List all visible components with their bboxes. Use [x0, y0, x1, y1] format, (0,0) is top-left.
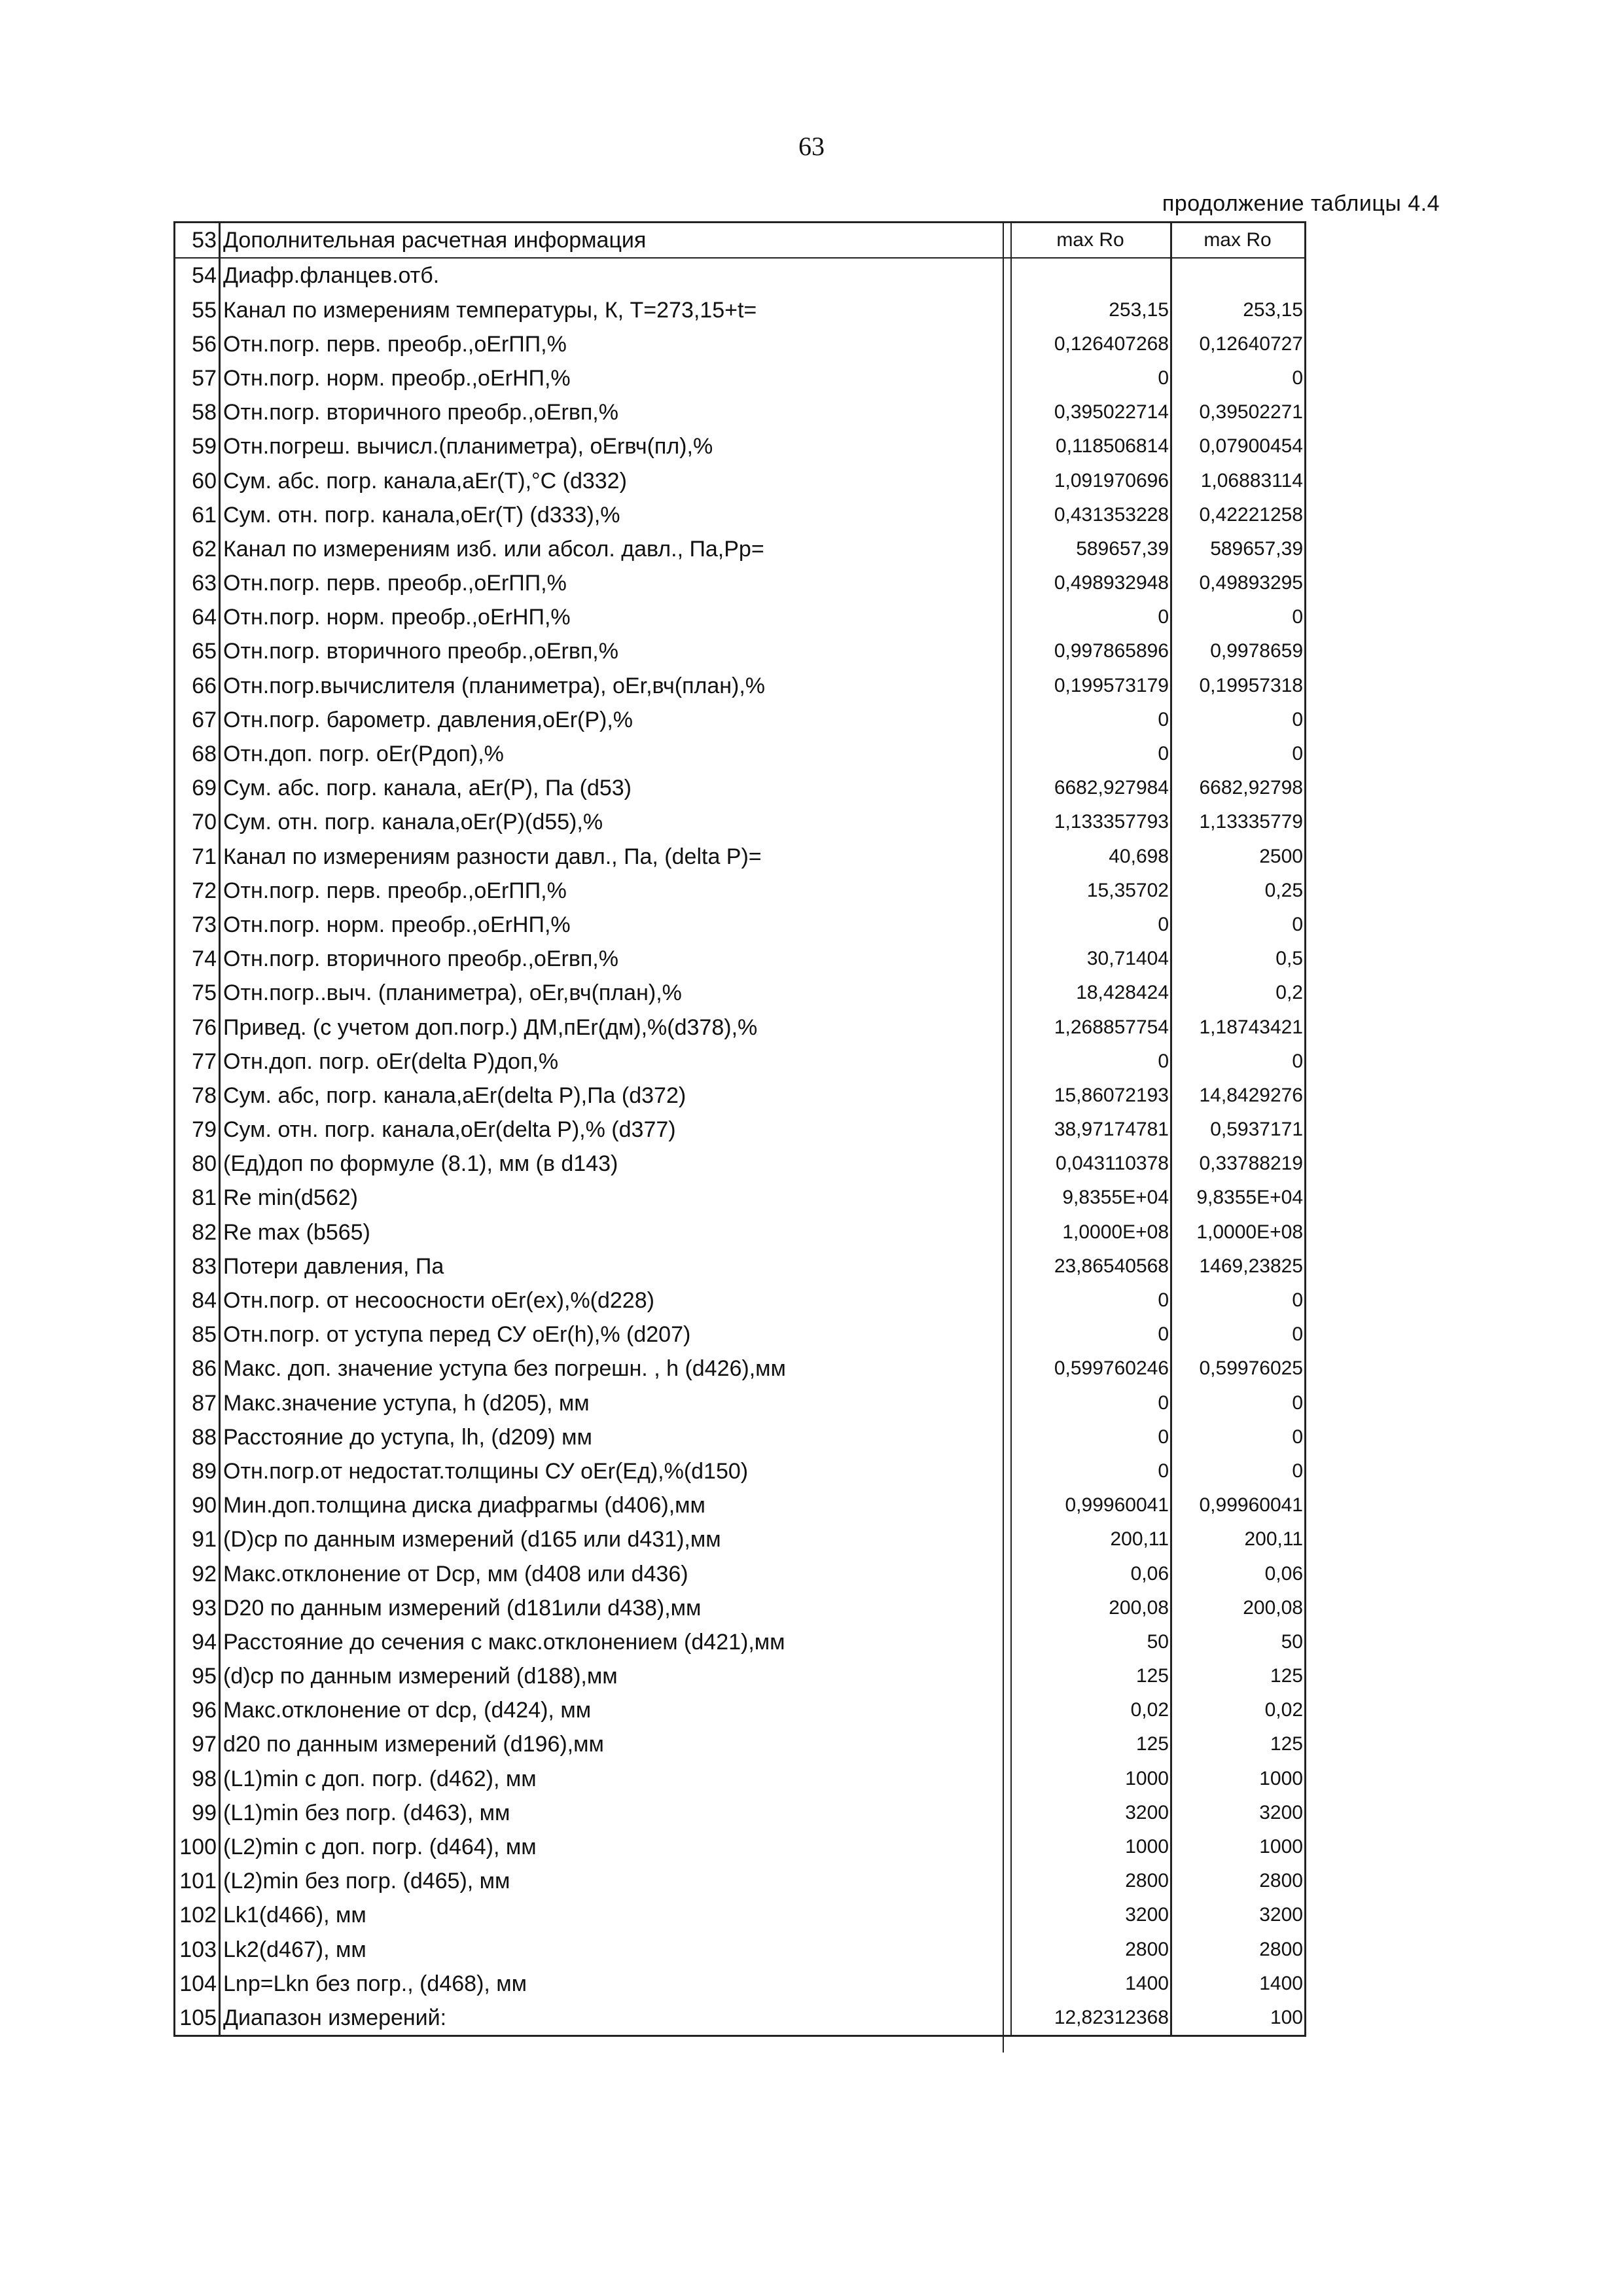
- table-row: [175, 1045, 1306, 1079]
- value-col1: 18,428424: [1011, 976, 1171, 1010]
- header-col1: max Ro: [1011, 223, 1171, 259]
- table-row: [175, 1352, 1306, 1386]
- row-label: Макс.значение уступа, h (d205), мм: [223, 1390, 590, 1416]
- table-row: [175, 566, 1306, 600]
- row-label: Отн.погр. норм. преобр.,оЕrНП,%: [223, 912, 571, 937]
- table-row: [175, 1522, 1306, 1556]
- row-label: Lnp=Lkn без погр., (d468), мм: [223, 1971, 527, 1996]
- row-label: (L2)min с доп. погр. (d464), мм: [223, 1835, 537, 1859]
- row-number: 88: [175, 1420, 220, 1454]
- table-row: [175, 976, 1306, 1010]
- row-number: 103: [175, 1932, 220, 1966]
- row-number: 61: [175, 498, 220, 532]
- value-col2: 1,0000E+08: [1171, 1215, 1306, 1249]
- row-label: Lk2(d467), мм: [223, 1937, 366, 1962]
- value-col2: [1171, 258, 1306, 293]
- value-col1: 0: [1011, 361, 1171, 395]
- row-label: Макс. доп. значение уступа без погрешн. , h (d426),мм: [223, 1356, 786, 1382]
- value-col1: 0,043110378: [1011, 1147, 1171, 1181]
- row-label: Отн.погр. норм. преобр.,оЕrНП,%: [223, 605, 571, 630]
- table-row: [175, 1830, 1306, 1864]
- table-row: [175, 1147, 1306, 1181]
- row-number: 87: [175, 1386, 220, 1420]
- row-number: 99: [175, 1796, 220, 1830]
- row-label: Отн.погр. вторичного преобр.,оЕrвп,%: [223, 639, 618, 664]
- value-col1: 0: [1011, 1283, 1171, 1318]
- value-col1: 38,97174781: [1011, 1113, 1171, 1147]
- table-continuation-caption: продолжение таблицы 4.4: [1162, 191, 1440, 216]
- value-col1: 0,395022714: [1011, 395, 1171, 429]
- value-col2: 1400: [1171, 1967, 1306, 2001]
- row-number: 53: [175, 223, 220, 259]
- row-label: Диафр.фланцев.отб.: [223, 263, 440, 289]
- value-col1: 0,06: [1011, 1556, 1171, 1590]
- header-col2: max Ro: [1171, 223, 1306, 259]
- value-col1: 1000: [1011, 1761, 1171, 1795]
- row-label: Отн.погр. перв. преобр.,оЕrПП,%: [223, 331, 567, 357]
- row-number: 80: [175, 1147, 220, 1181]
- row-number: 59: [175, 429, 220, 463]
- value-col1: 1400: [1011, 1967, 1171, 2001]
- table-row: [175, 1625, 1306, 1659]
- value-col2: 1,13335779: [1171, 805, 1306, 839]
- value-col1: 2800: [1011, 1864, 1171, 1898]
- value-col2: 0: [1171, 1045, 1306, 1079]
- row-number: 57: [175, 361, 220, 395]
- row-number: 82: [175, 1215, 220, 1249]
- table-row: [175, 1249, 1306, 1283]
- table-row: [175, 668, 1306, 702]
- row-label: Расстояние до уступа, lh, (d209) мм: [223, 1424, 592, 1450]
- row-number: 97: [175, 1727, 220, 1761]
- row-number: 84: [175, 1283, 220, 1318]
- row-number: 98: [175, 1761, 220, 1795]
- row-number: 104: [175, 1967, 220, 2001]
- row-label: Отн.погр.от недостат.толщины СУ оЕr(Eд),%(d150): [223, 1458, 749, 1484]
- value-col2: 0,42221258: [1171, 498, 1306, 532]
- row-number: 69: [175, 771, 220, 805]
- row-number: 92: [175, 1556, 220, 1590]
- value-col1: 30,71404: [1011, 942, 1171, 976]
- value-col2: 0: [1171, 1454, 1306, 1488]
- table-row: [175, 1659, 1306, 1693]
- row-number: 78: [175, 1079, 220, 1113]
- value-col2: 3200: [1171, 1898, 1306, 1932]
- table-row: [175, 1898, 1306, 1932]
- value-col2: 0,25: [1171, 874, 1306, 908]
- row-label: Отн.погр. вторичного преобр.,оЕrвп,%: [223, 946, 618, 972]
- value-col1: 0: [1011, 737, 1171, 771]
- table-row: [175, 327, 1306, 361]
- table-row: [175, 2001, 1306, 2036]
- value-col1: 23,86540568: [1011, 1249, 1171, 1283]
- value-col2: 3200: [1171, 1796, 1306, 1830]
- table-row: [175, 805, 1306, 839]
- value-col2: 0,49893295: [1171, 566, 1306, 600]
- value-col2: 0: [1171, 908, 1306, 942]
- value-col1: 0,02: [1011, 1693, 1171, 1727]
- row-label: Сум. абс. погр. канала,aЕr(T),°C (d332): [223, 468, 627, 493]
- table-row: [175, 1215, 1306, 1249]
- row-label: Мин.доп.толщина диска диафрагмы (d406),мм: [223, 1493, 705, 1518]
- row-number: 56: [175, 327, 220, 361]
- row-label: Сум. отн. погр. канала,оЕr(P)(d55),%: [223, 810, 603, 835]
- table-row: [175, 839, 1306, 873]
- value-col1: 0: [1011, 1454, 1171, 1488]
- row-number: 63: [175, 566, 220, 600]
- table-row: [175, 600, 1306, 634]
- row-label: Отн.доп. погр. оЕr(delta P)доп,%: [223, 1049, 559, 1074]
- value-col2: 0,39502271: [1171, 395, 1306, 429]
- row-number: 81: [175, 1181, 220, 1215]
- row-label: Отн.погр. перв. преобр.,оЕrПП,%: [223, 878, 567, 903]
- table-row: [175, 1864, 1306, 1898]
- value-col2: 0,06: [1171, 1556, 1306, 1590]
- value-col2: 253,15: [1171, 293, 1306, 327]
- value-col2: 0: [1171, 737, 1306, 771]
- value-col1: 50: [1011, 1625, 1171, 1659]
- table-header-row: [175, 223, 1306, 259]
- value-col2: 0,59976025: [1171, 1352, 1306, 1386]
- row-number: 86: [175, 1352, 220, 1386]
- table-row: [175, 1488, 1306, 1522]
- value-col2: 2800: [1171, 1864, 1306, 1898]
- table-row: [175, 1556, 1306, 1590]
- table-row: [175, 1454, 1306, 1488]
- row-label: Канал по измерениям температуры, К, T=273,15+t=: [223, 297, 757, 323]
- value-col2: 1,06883114: [1171, 463, 1306, 497]
- table-row: [175, 361, 1306, 395]
- row-number: 101: [175, 1864, 220, 1898]
- row-number: 85: [175, 1318, 220, 1352]
- value-col1: 589657,39: [1011, 532, 1171, 566]
- value-col2: 0,5: [1171, 942, 1306, 976]
- value-col1: 200,08: [1011, 1591, 1171, 1625]
- value-col2: 0: [1171, 600, 1306, 634]
- value-col1: 2800: [1011, 1932, 1171, 1966]
- row-label: D20 по данным измерений (d181или d438),мм: [223, 1595, 702, 1621]
- row-number: 93: [175, 1591, 220, 1625]
- row-number: 62: [175, 532, 220, 566]
- table-row: [175, 1386, 1306, 1420]
- row-number: 54: [175, 258, 220, 293]
- table-row: [175, 1967, 1306, 2001]
- value-col1: 1,0000E+08: [1011, 1215, 1171, 1249]
- row-label: Отн.погр. от несоосности оЕr(ex),%(d228): [223, 1288, 654, 1313]
- row-number: 66: [175, 668, 220, 702]
- table-row: [175, 737, 1306, 771]
- value-col1: 125: [1011, 1727, 1171, 1761]
- table-row: [175, 293, 1306, 327]
- value-col1: 0: [1011, 1386, 1171, 1420]
- value-col1: 3200: [1011, 1898, 1171, 1932]
- row-label: Отн.погр.вычислителя (планиметра), оЕr,вч(план),%: [223, 673, 766, 698]
- table-row: [175, 1761, 1306, 1795]
- value-col2: 0,07900454: [1171, 429, 1306, 463]
- row-label: Сум. абс. погр. канала, aЕr(P), Па (d53): [223, 776, 632, 801]
- value-col2: 125: [1171, 1727, 1306, 1761]
- row-number: 70: [175, 805, 220, 839]
- row-label: Отн.погр. перв. преобр.,оЕrПП,%: [223, 571, 567, 596]
- row-number: 90: [175, 1488, 220, 1522]
- table-row: [175, 1010, 1306, 1044]
- table-row: [175, 1693, 1306, 1727]
- value-col2: 1469,23825: [1171, 1249, 1306, 1283]
- row-label: Канал по измерениям разности давл., Па, (delta P)=: [223, 844, 762, 869]
- value-col2: 125: [1171, 1659, 1306, 1693]
- column-divider: [1003, 221, 1004, 2053]
- table-row: [175, 1727, 1306, 1761]
- value-col2: 0: [1171, 1386, 1306, 1420]
- value-col2: 100: [1171, 2001, 1306, 2036]
- value-col1: 0: [1011, 600, 1171, 634]
- value-col2: 50: [1171, 1625, 1306, 1659]
- value-col1: 40,698: [1011, 839, 1171, 873]
- row-label: Отн.погр. норм. преобр.,оЕrНП,%: [223, 365, 571, 391]
- value-col2: 0,19957318: [1171, 668, 1306, 702]
- row-label: Отн.погреш. вычисл.(планиметра), оЕrвч(пл),%: [223, 434, 713, 459]
- value-col2: 2800: [1171, 1932, 1306, 1966]
- row-number: 105: [175, 2001, 220, 2036]
- value-col2: 1,18743421: [1171, 1010, 1306, 1044]
- value-col1: 3200: [1011, 1796, 1171, 1830]
- row-label: Макс.отклонение от Dср, мм (d408 или d436): [223, 1561, 688, 1587]
- table-row: [175, 703, 1306, 737]
- row-label: Диапазон измерений:: [220, 2001, 1012, 2036]
- table-row: [175, 1318, 1306, 1352]
- row-number: 91: [175, 1522, 220, 1556]
- row-number: 65: [175, 634, 220, 668]
- value-col1: 12,82312368: [1011, 2001, 1171, 2036]
- row-label: Сум. отн. погр. канала,оЕr(T) (d333),%: [223, 502, 620, 528]
- value-col1: 0: [1011, 1420, 1171, 1454]
- value-col1: 0: [1011, 703, 1171, 737]
- table-row: [175, 258, 1306, 293]
- value-col1: 0,199573179: [1011, 668, 1171, 702]
- row-label: (L1)min с доп. погр. (d462), мм: [223, 1766, 537, 1791]
- value-col2: 1000: [1171, 1830, 1306, 1864]
- value-col1: 1000: [1011, 1830, 1171, 1864]
- table-row: [175, 1113, 1306, 1147]
- table-row: [175, 532, 1306, 566]
- value-col2: 0,9978659: [1171, 634, 1306, 668]
- row-label: Макс.отклонение от dср, (d424), мм: [223, 1698, 592, 1723]
- row-label: Сум. отн. погр. канала,оЕr(delta P),% (d377): [223, 1117, 676, 1143]
- row-number: 58: [175, 395, 220, 429]
- table-row: [175, 395, 1306, 429]
- calculation-table: [173, 221, 1306, 2037]
- row-label: Отн.погр. барометр. давления,оЕr(P),%: [223, 707, 633, 732]
- value-col1: 0,99960041: [1011, 1488, 1171, 1522]
- row-label: d20 по данным измерений (d196),мм: [223, 1732, 604, 1757]
- row-label: Потери давления, Па: [223, 1253, 444, 1279]
- value-col1: 253,15: [1011, 293, 1171, 327]
- row-number: 100: [175, 1830, 220, 1864]
- table-row: [175, 1181, 1306, 1215]
- table-row: [175, 429, 1306, 463]
- table-row: [175, 874, 1306, 908]
- table-row: [175, 1079, 1306, 1113]
- row-number: 102: [175, 1898, 220, 1932]
- table-row: [175, 771, 1306, 805]
- row-label: Отн.погр..выч. (планиметра), оЕr,вч(план),%: [223, 980, 682, 1006]
- value-col1: 0,498932948: [1011, 566, 1171, 600]
- value-col1: 1,091970696: [1011, 463, 1171, 497]
- value-col2: 589657,39: [1171, 532, 1306, 566]
- value-col2: 6682,92798: [1171, 771, 1306, 805]
- value-col1: 200,11: [1011, 1522, 1171, 1556]
- table-row: [175, 634, 1306, 668]
- value-col2: 0,12640727: [1171, 327, 1306, 361]
- row-label: (D)ср по данным измерений (d165 или d431),мм: [223, 1527, 721, 1552]
- row-label: Сум. абс, погр. канала,aЕr(delta P),Па (d372): [223, 1083, 687, 1108]
- value-col2: 0: [1171, 703, 1306, 737]
- row-number: 55: [175, 293, 220, 327]
- value-col2: 200,11: [1171, 1522, 1306, 1556]
- value-col2: 0: [1171, 1318, 1306, 1352]
- table-row: [175, 498, 1306, 532]
- table-row: [175, 1932, 1306, 1966]
- row-number: 71: [175, 839, 220, 873]
- row-label: Расстояние до сечения с макс.отклонением (d421),мм: [223, 1629, 785, 1655]
- value-col1: 0,599760246: [1011, 1352, 1171, 1386]
- value-col2: 0,5937171: [1171, 1113, 1306, 1147]
- value-col2: 0: [1171, 361, 1306, 395]
- value-col1: [1011, 258, 1171, 293]
- row-label: Отн.погр. от уступа перед СУ оЕr(h),% (d207): [223, 1322, 691, 1348]
- value-col1: 0: [1011, 1318, 1171, 1352]
- row-label: Re min(d562): [223, 1185, 358, 1211]
- row-number: 72: [175, 874, 220, 908]
- row-label: (d)ср по данным измерений (d188),мм: [223, 1664, 618, 1689]
- table-row: [175, 463, 1306, 497]
- value-col1: 0,431353228: [1011, 498, 1171, 532]
- table-row: [175, 1420, 1306, 1454]
- value-col2: 0,2: [1171, 976, 1306, 1010]
- table-row: [175, 1591, 1306, 1625]
- value-col1: 15,86072193: [1011, 1079, 1171, 1113]
- value-col1: 15,35702: [1011, 874, 1171, 908]
- value-col1: 1,133357793: [1011, 805, 1171, 839]
- row-label: Привед. (с учетом доп.погр.) ДМ,пЕr(дм),%(d378),%: [223, 1014, 758, 1040]
- row-label: (Eд)доп по формуле (8.1), мм (в d143): [223, 1151, 618, 1177]
- value-col2: 0,99960041: [1171, 1488, 1306, 1522]
- table-row: [175, 942, 1306, 976]
- row-label: Канал по измерениям изб. или абсол. давл., Па,Pp=: [223, 536, 764, 562]
- row-number: 68: [175, 737, 220, 771]
- row-number: 60: [175, 463, 220, 497]
- page-number: 63: [798, 132, 825, 161]
- row-number: 79: [175, 1113, 220, 1147]
- row-number: 64: [175, 600, 220, 634]
- table-row: [175, 908, 1306, 942]
- table-row: [175, 1283, 1306, 1318]
- row-number: 67: [175, 703, 220, 737]
- value-col1: 9,8355E+04: [1011, 1181, 1171, 1215]
- value-col2: 9,8355E+04: [1171, 1181, 1306, 1215]
- row-label: Re max (b565): [223, 1219, 370, 1245]
- value-col1: 0,118506814: [1011, 429, 1171, 463]
- value-col1: 6682,927984: [1011, 771, 1171, 805]
- value-col2: 0: [1171, 1283, 1306, 1318]
- row-number: 77: [175, 1045, 220, 1079]
- row-number: 96: [175, 1693, 220, 1727]
- row-number: 74: [175, 942, 220, 976]
- header-label: Дополнительная расчетная информация: [220, 223, 1012, 259]
- value-col2: 0,33788219: [1171, 1147, 1306, 1181]
- value-col1: 0,126407268: [1011, 327, 1171, 361]
- row-label: (L2)min без погр. (d465), мм: [223, 1869, 510, 1894]
- value-col1: 1,268857754: [1011, 1010, 1171, 1044]
- value-col2: 14,8429276: [1171, 1079, 1306, 1113]
- row-number: 94: [175, 1625, 220, 1659]
- row-number: 89: [175, 1454, 220, 1488]
- row-label: Отн.погр. вторичного преобр.,оЕrвп,%: [223, 400, 618, 425]
- row-number: 73: [175, 908, 220, 942]
- row-number: 83: [175, 1249, 220, 1283]
- value-col1: 125: [1011, 1659, 1171, 1693]
- row-label: Отн.доп. погр. оЕr(Pдоп),%: [223, 742, 504, 766]
- row-number: 95: [175, 1659, 220, 1693]
- value-col1: 0,997865896: [1011, 634, 1171, 668]
- value-col2: 1000: [1171, 1761, 1306, 1795]
- row-label: Lk1(d466), мм: [223, 1903, 366, 1928]
- row-number: 76: [175, 1010, 220, 1044]
- table-row: [175, 1796, 1306, 1830]
- row-label: (L1)min без погр. (d463), мм: [223, 1800, 510, 1825]
- row-number: 75: [175, 976, 220, 1010]
- value-col2: 200,08: [1171, 1591, 1306, 1625]
- value-col2: 0: [1171, 1420, 1306, 1454]
- value-col1: 0: [1011, 1045, 1171, 1079]
- value-col1: 0: [1011, 908, 1171, 942]
- value-col2: 2500: [1171, 839, 1306, 873]
- value-col2: 0,02: [1171, 1693, 1306, 1727]
